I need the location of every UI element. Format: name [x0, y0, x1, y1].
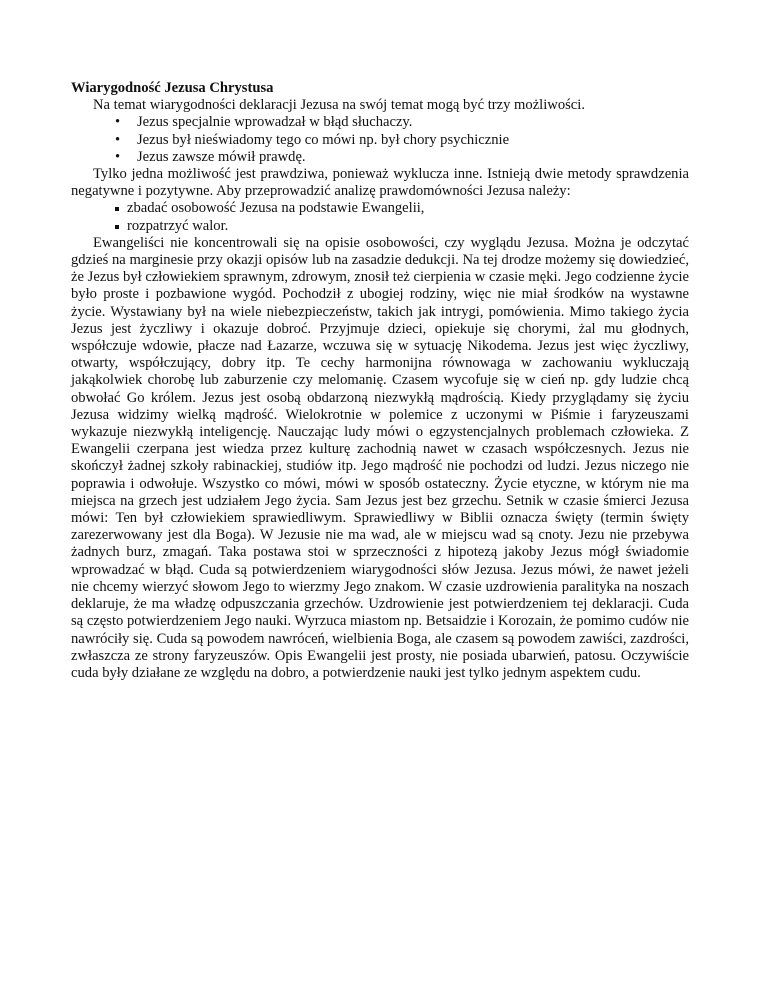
methods-paragraph: Tylko jedna możliwość jest prawdziwa, ponieważ wyklucza inne. Istnieją dwie metody sprawdzenia negatywne i pozytywne. Aby przeprowadzić analizę prawdomówności Jezusa należy:	[71, 166, 689, 200]
list-item	[71, 218, 689, 235]
list-item	[71, 114, 689, 131]
list-item	[71, 132, 689, 149]
square-bullet-icon	[115, 225, 119, 229]
intro-paragraph: Na temat wiarygodności deklaracji Jezusa na swój temat mogą być trzy możliwości.	[93, 97, 585, 114]
list-item-text: zbadać osobowość Jezusa na podstawie Ewangelii,	[127, 200, 425, 217]
bullet-icon: •	[115, 148, 121, 165]
document-page	[71, 80, 689, 682]
steps-list	[71, 200, 689, 234]
possibilities-list	[71, 114, 689, 166]
bullet-icon: •	[115, 131, 121, 148]
list-item-text: Jezus specjalnie wprowadzał w błąd słuchaczy.	[137, 114, 413, 131]
square-bullet-icon	[115, 207, 119, 211]
main-paragraph: Ewangeliści nie koncentrowali się na opisie osobowości, czy wyglądu Jezusa. Można je odczytać gdzieś na marginesie przy okazji opisów lub na zasadzie dedukcji. Na tej drodze możemy się dowiedzieć, że Jezus był człowiekiem sprawnym, zdrowym, znosił też cierpienia w czasie męki. Jego codzienne życie było proste i pozbawione wygód. Pochodził z ubogiej rodziny, więc nie miał środków na wystawne życie. Wystawiany był na wiele niebezpieczeństw, takich jak intrygi, pomówienia. Mimo takiego życia Jezus jest życzliwy i okazuje dobroć. Przyjmuje dzieci, opiekuje się chorymi, żal mu głodnych, współczuje wdowie, płacze nad Łazarze, wczuwa się w sytuację Nikodema. Jezus jest więc życzliwy, otwarty, współczujący, dobry itp. Te cechy harmonijna równowaga w zachowaniu wykluczają jakąkolwiek chorobę lub zaburzenie czy melomanię. Czasem wycofuje się w cień np. gdy ludzie chcą obwołać Go królem. Jezus jest osobą obdarzoną niezwykłą mądrością. Kiedy przyglądamy się życiu Jezusa widzimy wielką mądrość. Wielokrotnie w polemice z uczonymi w Piśmie i faryzeuszami wykazuje niezwykłą inteligencję. Nauczając ludy mówi o egzystencjalnych problemach człowieka. Z Ewangelii czerpana jest wiedza przez kulturę zachodnią nawet w czasach współczesnych. Jezus nie skończył żadnej szkoły rabinackiej, studiów itp. Jego mądrość nie pochodzi od ludzi. Jezus niczego nie poprawia i odwołuje. Wszystko co mówi, mówi w sposób ostateczny. Życie etyczne, w którym nie ma miejsca na grzech jest udziałem Jego życia. Sam Jezus jest bez grzechu. Setnik w czasie śmierci Jezusa mówi: Ten był człowiekiem sprawiedliwym. Sprawiedliwy w Biblii oznacza święty (termin święty zarezerwowany jest dla Boga). W Jezusie nie ma wad, ale w miejscu wad są cnoty. Jezu nie przebywa żadnych burz, zmagań. Taka postawa stoi w sprzeczności z hipotezą jakoby Jezus mógł świadomie wprowadzać w błąd. Cuda są potwierdzeniem wiarygodności słów Jezusa. Jezus mówi, że nawet jeżeli nie chcemy wierzyć słowom Jego to wierzmy Jego znakom. W czasie uzdrowienia paralityka na noszach deklaruje, że ma władzę odpuszczania grzechów. Uzdrowienie jest potwierdzeniem tej deklaracji. Cuda są często potwierdzeniem Jego nauki. Wyrzuca miastom np. Betsaidzie i Korozain, że pomimo cudów nie nawróciły się. Cuda są powodem nawróceń, wielbienia Boga, ale czasem są powodem zawiści, zazdrości, zwłaszcza ze strony faryzeuszów. Opis Ewangelii jest prosty, nie posiada ubarwień, patosu. Oczywiście cuda były działane ze względu na dobro, a potwierdzenie nauki jest tylko jednym aspektem cudu.	[71, 234, 689, 681]
list-item	[71, 200, 689, 217]
list-item-text: Jezus zawsze mówił prawdę.	[137, 148, 306, 165]
list-item-text: Jezus był nieświadomy tego co mówi np. był chory psychicznie	[137, 131, 510, 148]
list-item	[71, 149, 689, 166]
document-title: Wiarygodność Jezusa Chrystusa	[71, 80, 274, 96]
list-item-text: rozpatrzyć walor.	[127, 217, 229, 234]
bullet-icon: •	[115, 114, 121, 131]
